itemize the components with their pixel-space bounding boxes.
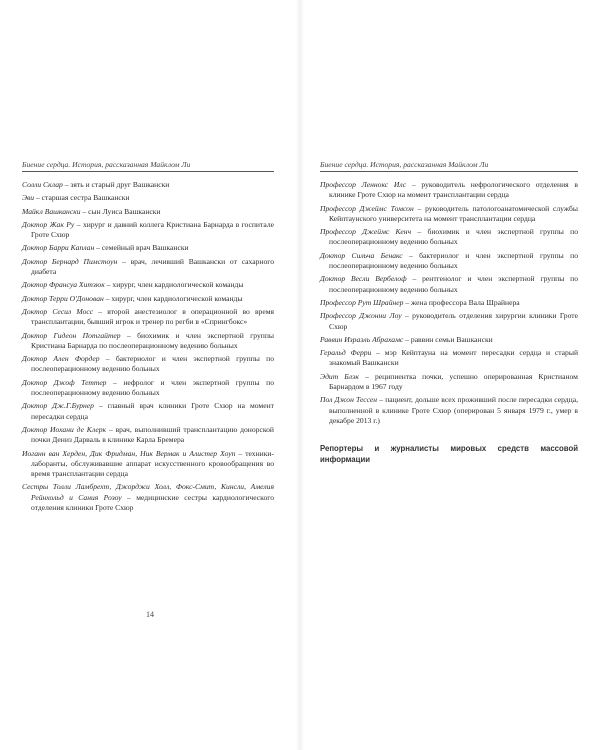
entry-name: Доктор Сильча Бенакс: [320, 250, 403, 260]
entry-description: – бактериолог и член экспертной группы по послеоперационному ведению больных: [329, 250, 578, 271]
page-number: 14: [146, 610, 154, 619]
list-item: [320, 180, 578, 201]
entry-description: – биохимик и член экспертной группы Кристиана Барнарда по послеоперационному ведению больных: [31, 330, 275, 350]
right-entries-list: [320, 180, 578, 465]
list-item: [22, 354, 274, 375]
entry-description: – реципиентка почки, успешно оперированная Кристианом Барнардом в 1967 году: [329, 371, 578, 392]
list-item: [320, 298, 578, 308]
entry-name: Доктор Весли Вербелоф: [320, 274, 407, 284]
entry-name: Профессор Джеймс Кенч: [320, 227, 412, 237]
list-item: [22, 180, 274, 190]
entry-name: Доктор Бернард Пимстоун: [22, 256, 118, 266]
entry-name: Эви: [22, 193, 35, 203]
list-item: [22, 482, 274, 513]
entry-description: – врач, лечивший Вашкански от сахарного диабета: [31, 256, 274, 277]
entry-name: Доктор Джоф Теттер: [22, 377, 107, 387]
entry-description: – рентгенолог и член экспертной группы по послеоперационному ведению больных: [329, 274, 578, 294]
list-item: [22, 294, 274, 304]
entry-description: – сын Луиса Вашкански: [80, 206, 161, 216]
entry-name: Профессор Джеймс Томсон: [320, 203, 414, 213]
list-item: [320, 227, 578, 248]
entry-description: – хирург и давний коллега Кристиана Барнарда в госпитале Гроте Схюр: [31, 219, 274, 240]
entry-description: – главный врач клиники Гроте Схюр на момент пересадки сердца: [31, 401, 274, 421]
left-entries-list: [22, 180, 274, 516]
entry-description: – семейный врач Вашкански: [94, 243, 189, 253]
entry-description: – техники-лаборанты, обслуживавшие аппарат искусственного кровообращения во время трансплантации сердца: [31, 448, 274, 479]
entry-description: – пациент, дольше всех проживший после пересадки сердца, выполненной в клинике Гроте Схюр (оперирован 5 января 1979 г., умер в декабре 2013 г.): [329, 395, 579, 425]
list-item: [22, 425, 274, 446]
entry-description: – медицинские сестры кардиологического отделения клиники Гроте Схюр: [31, 492, 274, 513]
entry-description: – второй анестезиолог в операционной во время трансплантации, бывший игрок и тренер по регби в «Спрингбокс»: [31, 306, 274, 327]
list-item: [22, 193, 274, 203]
entry-description: – хирург, член кардиологической команды: [104, 280, 244, 290]
list-item: [320, 204, 578, 225]
list-item: [320, 395, 578, 426]
list-item: [320, 372, 578, 393]
entry-name: Доктор Франсуа Хитзюк: [22, 280, 105, 290]
entry-description: – руководитель отделения хирургии клиники Гроте Схюр: [329, 311, 578, 331]
section-heading: Репортеры и журналисты мировых средств массовой информации: [320, 444, 578, 464]
entry-description: – бактериолог и член экспертной группы по послеоперационному ведению больных: [31, 354, 274, 374]
entry-description: – хирург, член кардиологической команды: [103, 293, 243, 303]
list-item: [22, 220, 274, 241]
entry-description: – нефролог и член экспертной группы по послеоперационному ведению больных: [31, 377, 274, 398]
list-item: [22, 280, 274, 290]
list-item: [22, 331, 274, 352]
list-item: [320, 348, 578, 369]
list-item: [320, 251, 578, 272]
entry-description: – врач, выполнивший трансплантацию донорской почки Дениз Дарваль в клинике Карла Бремера: [31, 424, 274, 445]
list-item: [22, 243, 274, 253]
list-item: [22, 307, 274, 328]
entry-name: Пол Джон Тессен: [320, 395, 378, 405]
entry-name: Иоганн ван Херден, Дик Фридман, Ник Вермак и Алистер Хоуп: [22, 448, 236, 458]
entry-name: Доктор Жак Ру: [22, 219, 75, 229]
entry-name: Раввин Израэль Абрахамс: [320, 334, 404, 344]
list-item: [22, 401, 274, 422]
entry-description: – биохимик и член экспертной группы по послеоперационному ведению больных: [329, 227, 578, 247]
entry-name: Эдит Блэк: [320, 371, 359, 381]
entry-description: – руководитель нефрологического отделения в клинике Гроте Схюр на момент трансплантации сердца: [329, 180, 578, 200]
list-item: [22, 378, 274, 399]
entry-description: – раввин семьи Вашкански: [403, 334, 493, 344]
entry-name: Доктор Иохани де Клерк: [22, 424, 107, 434]
entry-name: Доктор Гидеон Потгайтер: [22, 330, 121, 340]
list-item: [320, 335, 578, 345]
running-head-right: Биение сердца. История, рассказанная Майклом Ли: [320, 160, 578, 172]
entry-name: Доктор Ален Фордер: [22, 354, 100, 364]
entry-description: – жена профессора Вала Шрайнера: [403, 297, 520, 307]
list-item: [22, 257, 274, 278]
list-item: [320, 274, 578, 295]
entry-name: Сестры Толли Ламбрехт, Джорджи Холл, Фокс-Смит, Кинсли, Амелия Рейнхольд и Сания Розоу: [22, 482, 274, 502]
entry-name: Доктор Дж.Г.Бурнер: [22, 401, 94, 411]
entry-name: Профессор Рут Шрайнер: [320, 297, 404, 307]
list-item: [320, 311, 578, 332]
list-item: [22, 207, 274, 217]
entry-description: – старшая сестра Вашкански: [34, 193, 130, 203]
list-item: [22, 449, 274, 480]
entry-name: Доктор Сесил Мосс: [22, 306, 94, 316]
entry-description: – руководитель патологоанатомической службы Кейптаунского университета на момент трансплантации сердца: [329, 203, 578, 223]
entry-name: Геральд Ферри: [320, 348, 372, 358]
entry-name: Профессор Леннокс Илс: [320, 180, 407, 189]
entry-name: Профессор Джонни Лоу: [320, 311, 402, 321]
right-page: [300, 0, 600, 750]
entry-name: Доктор Терри О'Донован: [22, 293, 104, 303]
running-head-left: Биение сердца. История, рассказанная Майклом Ли: [22, 160, 274, 172]
entry-name: Майкл Вашкански: [22, 206, 81, 216]
entry-name: Доктор Барри Каплан: [22, 243, 95, 253]
entry-name: Солли Склар: [22, 180, 63, 189]
entry-description: – зять и старый друг Вашкански: [62, 180, 170, 189]
entry-description: – мэр Кейптауна на момент пересадки сердца и старый знакомый Вашкански: [329, 348, 579, 368]
